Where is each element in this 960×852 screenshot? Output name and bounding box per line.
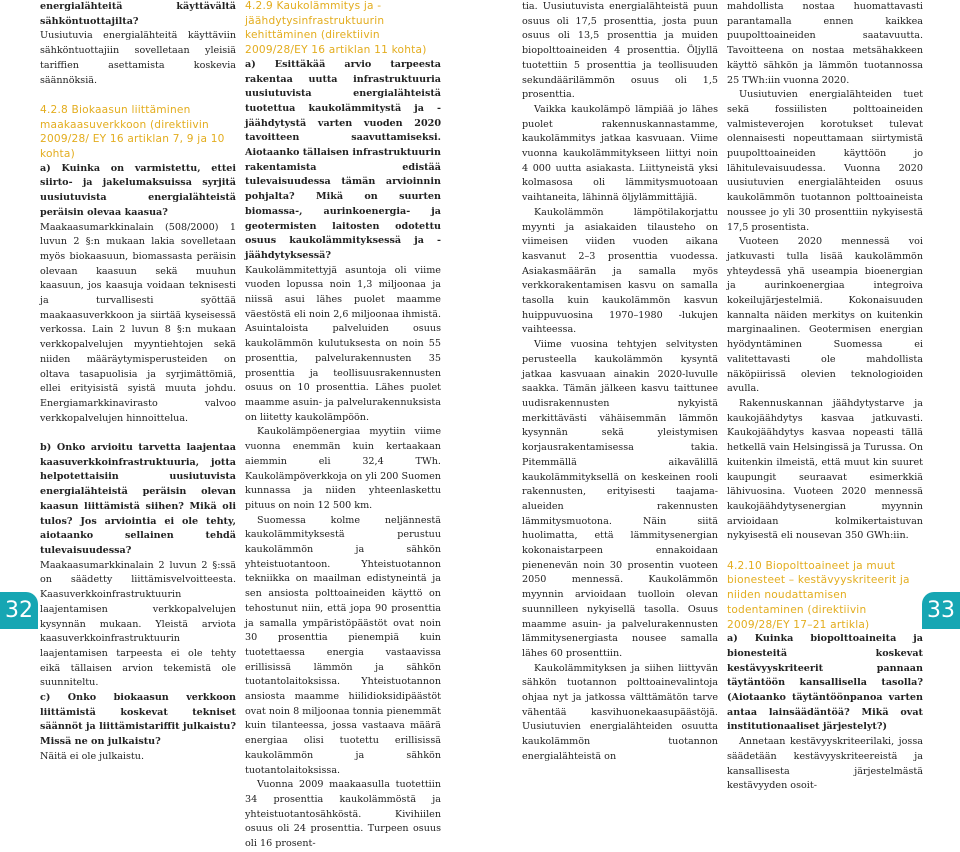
body-paragraph: Kaukolämmitettyjä asuntoja oli viime vuoden lopussa noin 1,3 miljoonaa ja niissä asui lähes puolet maamme väestöstä eli noin 2,6 miljoonaa ihmistä. Asuintaloista palveluiden osuus kaukolämmön kulutuksesta on noin 55 prosenttia, palvelurakennusten 35 prosenttia ja teollisuusrakennusten osuus on 10 prosenttia. Lähes puolet maamme asuin- ja palvelurakennuksista on liitetty kaukolämpöön.	[245, 264, 441, 423]
page-number-right: 33	[922, 592, 960, 629]
body-paragraph: Viime vuosina tehtyjen selvitysten perusteella kaukolämmön kysyntä jatkaa kasvuaan ainakin 2020-luvulle saakka. Tämän jälkeen kasvu taittunee uudisrakennusten nykyistä merkittävästi vähäisemmän lämmön kysynnän sekä yleistymisen korjausrakentamisessa takia. Pitemmällä aikavälillä kaukolämmityksellä on keskeinen rooli rakennusten, erityisesti taajama-alueiden rakennusten lämmitysmuotona. Näin siitä huolimatta, että lämmitysenergian kokonaistarpeen ennakoidaan pienenevän noin 30 prosentin vuoteen 2050 mennessä. Kaukolämmön myynnin arvioidaan tuolloin olevan suunnilleen nykyisellä tasolla. Osuus maamme asuin- ja palvelurakennusten lämmitysenergiasta nousee samalla lähes 60 prosenttiin.	[522, 339, 718, 659]
body-paragraph: Kaukolämmityksen ja siihen liittyvän sähkön tuotannon polttoainevalintoja ohjaa nyt ja jatkossa välttämätön tarve vähentää kasvihuonekaasupäästöjä. Uusiutuvien energialähteiden osuutta kaukolämmön tuotannon energialähteistä on	[522, 662, 718, 762]
answer-b: Maakaasumarkkinalain 2 luvun 2 §:ssä on säädetty liittämisvelvoitteesta. Kaasuverkkoinfrastruktuurin laajentamisen verkkopalvelujen kysynnän mukaan. Yleistä arviota kaasuverkkoinfrastruktuurin laajentamisen tarpeesta ei ole tehty eikä tällaisen arvion tekemistä ole suunniteltu.	[40, 559, 236, 689]
column-3	[522, 0, 718, 765]
body-paragraph: Vaikka kaukolämpö lämpiää jo lähes puolet rakennuskannastamme, kaukolämmitys jatkaa kasvuaan. Viime vuonna kaukolämmitykseen liittyi noin 4 000 uutta asiakasta. Liittyneistä yksi kolmasosa oli lämmitysmuotoaan vaihtaneita, lähinnä öljylämmittäjiä.	[522, 103, 718, 204]
body-paragraph: Kaukolämpöenergiaa myytiin viime vuonna enemmän kuin kertaakaan aiemmin eli 32,4 TWh. Kaukolämpöverkkoja on yli 200 Suomen kunnassa ja niiden yhteenlaskettu pituus on noin 12 500 km.	[245, 426, 441, 511]
section-heading-4-2-9: 4.2.9 Kaukolämmitys ja -jäähdytysinfrastruktuurin kehittäminen (direktiivin 2009/28/EY 16 artiklan 11 kohta)	[245, 0, 427, 57]
body-paragraph: Suomessa kolme neljännestä kaukolämmityksestä perustuu kaukolämmön ja sähkön yhteistuotantoon. Yhteistuotannon tekniikka on maailman edistyneintä ja sen ansiosta polttoaineiden käyttö on tehostunut niin, että jopa 90 prosenttia ja samalla ympäristöpäästöt ovat noin 30 prosenttia pienempiä kuin tuotettaessa energia vastaavissa erillisissä lämmön ja sähkön tuotantolaitoksissa. Yhteistuotannon ansiosta maamme hiilidioksidipäästöt ovat noin 8 miljoonaa tonnia pienemmät kuin tilanteessa, jossa vastaava määrä energiaa olisi tuotettu erillisissä kaukolämmön ja sähkön tuotantolaitoksissa.	[245, 514, 441, 776]
page-number-left: 32	[0, 592, 38, 629]
question-b: b) Onko arvioitu tarvetta laajentaa kaasuverkkoinfrastruktuuria, jotta helpotettaisiin uusiutuvista energialähteistä peräisin olevan kaasun liittämistä siihen? Mikä oli tulos? Jos arviointia ei ole tehty, aiotaanko sellainen tehdä tulevaisuudessa?	[40, 442, 236, 556]
question-a: a) Kuinka biopolttoaineita ja bionesteitä koskevat kestävyyskriteerit pannaan täytäntöön kansallisella tasolla? (Aiotaanko täytäntöönpanoa varten antaa lainsäädäntöä? Mikä ovat institutionaaliset järjestelyt?)	[727, 633, 923, 733]
body-paragraph: Vuonna 2009 maakaasulla tuotettiin 34 prosenttia kaukolämmöstä ja yhteistuotantosähköstä. Kivihiilen osuus oli 24 prosenttia. Turpeen osuus oli 16 prosent-	[245, 779, 441, 850]
answer-a: Maakaasumarkkinalain (508/2000) 1 luvun 2 §:n mukaan lakia sovelletaan myös biokaasuun, biomassasta peräisin olevaan kaasuun sekä muuhun kaasuun, jos kaasuja voidaan teknisesti ja turvallisesti syöttää maakaasuverkkoon ja siirtää kyseisessä verkossa. Lain 2 luvun 8 §:n mukaan verkkopalvelujen myyntiehtojen sekä niiden määräytymisperusteiden on oltava tasapuolisia ja syrjimättömiä, ellei erityisistä syistä muuta johdu. Energiamarkkinavirasto valvoo verkkopalvelujen hinnoittelua.	[40, 221, 236, 424]
body-paragraph: Vuoteen 2020 mennessä voi jatkuvasti tulla lisää kaukolämmön yhteydessä yhä useampia bioenergian ja aurinkoenergiaa integroiva kokeilujärjestelmiä. Kokonaisuuden kannalta näiden merkitys on kuitenkin marginaalinen. Geotermisen energian hyödyntäminen Suomessa ei valitettavasti ole mahdollista näköpiirissä olevien teknologioiden avulla.	[727, 236, 923, 395]
body-paragraph: mahdollista nostaa huomattavasti parantamalla ennen kaikkea puupolttoaineiden saatavuutta. Tavoitteena on nostaa metsähakkeen käyttö sähkön ja lämmön tuotannossa 25 TWh:iin vuonna 2020.	[727, 1, 923, 86]
column-1	[40, 0, 236, 765]
section-heading-4-2-10: 4.2.10 Biopolttoaineet ja muut bionesteet – kestävyyskriteerit ja niiden noudattamisen todentaminen (direktiivin 2009/28/EY 17–21 artikla)	[727, 559, 910, 631]
section-heading-4-2-8: 4.2.8 Biokaasun liittäminen maakaasuverkkoon (direktiivin 2009/28/ EY 16 artiklan 7, 9 ja 10 kohta)	[40, 103, 225, 161]
body-paragraph: Uusiutuvien energialähteiden tuet sekä fossiilisten polttoaineiden valmisteverojen korotukset tulevat olennaisesti nopeuttamaan siirtymistä puupolttoaineiden käyttöön jo lähitulevaisuudessa. Vuonna 2020 uusiutuvien energialähteiden osuus kaukolämmön tuotannon polttoaineista noussee jo yli 30 prosenttiin nykyisestä 17,5 prosentista.	[727, 89, 923, 233]
column-2	[245, 0, 441, 852]
answer-c: Näitä ei ole julkaistu.	[40, 750, 145, 762]
column-4	[727, 0, 923, 794]
body-paragraph: tia. Uusiutuvista energialähteistä puun osuus oli 17,5 prosenttia, josta puun osuus oli 13,5 prosenttia ja muiden biopolttoaineiden 4 prosenttia. Öljyllä tuotettiin 5 prosenttia ja teollisuuden sekundäärilämmön osuus oli 1,5 prosenttia.	[522, 1, 718, 101]
question-continuation: energialähteitä käyttävältä sähköntuottajilta?	[40, 1, 236, 27]
question-a: a) Esittäkää arvio tarpeesta rakentaa uutta infrastruktuuria uusiutuvista energialähteistä tuotettua kaukolämmitystä ja -jäähdytystä varten vuoden 2020 tavoitteen saavuttamiseksi. Aiotaanko tällaisen infrastruktuurin rakentamista edistää tulevaisuudessa tämän arvioinnin pohjalta? Mikä on suurten biomassa-, aurinkoenergia- ja geotermisten laitosten odotettu osuus kaukolämmityksessä ja -jäähdytyksessä?	[245, 58, 441, 261]
body-paragraph: Annetaan kestävyyskriteerilaki, jossa säädetään kestävyyskriteereistä ja kansallisesta järjestelmästä kestävyyden osoit-	[727, 736, 923, 792]
question-c: c) Onko biokaasun verkkoon liittämistä koskevat tekniset säännöt ja liittämistariffit julkaistu? Missä ne on julkaistu?	[40, 692, 236, 748]
body-paragraph: Kaukolämmön lämpötilakorjattu myynti ja asiakaiden tilausteho on viimeisen viiden vuoden aikana kasvanut 2–3 prosenttia vuodessa. Asiakasmäärän ja samalla myös verkkorakentamisen kasvu on samalla tasolla kuin kaukolämmön kasvun huippuvuosina 1970–1980 -lukujen vaihteessa.	[522, 206, 718, 336]
question-a: a) Kuinka on varmistettu, ettei siirto- ja jakelumaksuissa syrjitä uusiutuvista energialähteistä peräisin olevaa kaasua?	[40, 162, 236, 218]
answer-paragraph: Uusiutuvia energialähteitä käyttäviin sähköntuottajiin sovelletaan yleisiä tariffien asettamista koskevia säännöksiä.	[40, 30, 236, 86]
body-paragraph: Rakennuskannan jäähdytystarve ja kaukojäähdytys kasvaa jatkuvasti. Kaukojäähdytys kasvaa nopeasti tällä hetkellä vain Helsingissä ja Turussa. On kuitenkin ilmeistä, että muut kin suuret kaupungit seuraavat esimerkkiä lähivuosina. Vuoteen 2020 mennessä kaukojäähdytysenergian myynnin arvioidaan kolmikertaistuvan nykyisestä eli nousevan 350 GWh:iin.	[727, 397, 923, 542]
